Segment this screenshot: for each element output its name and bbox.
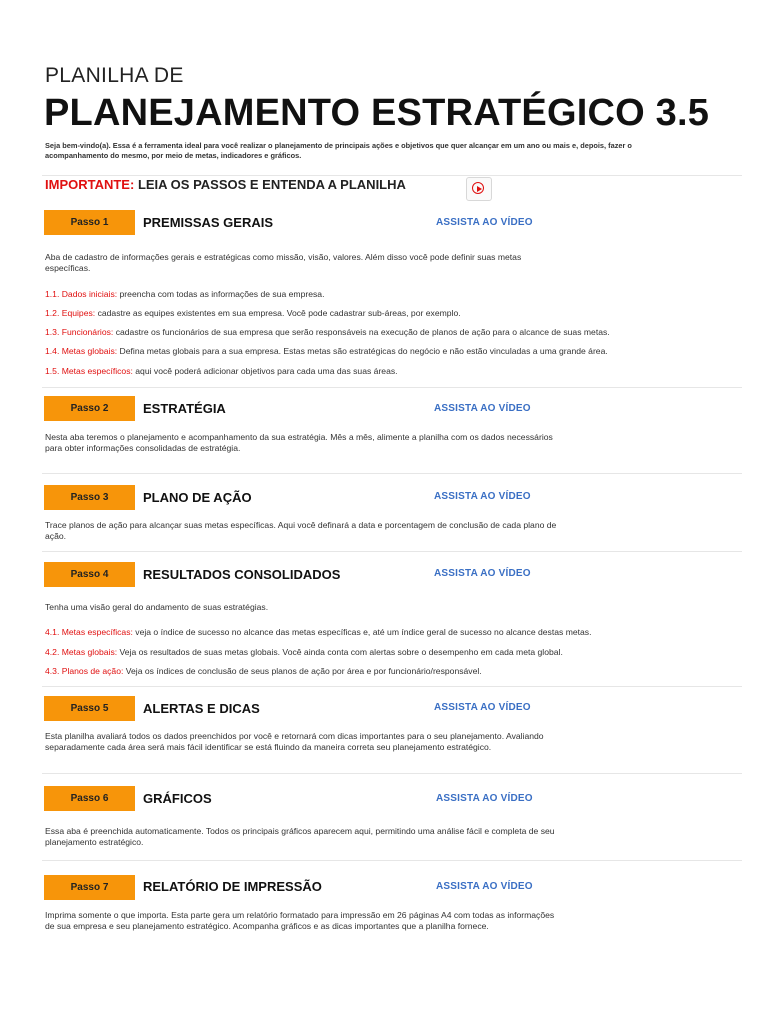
- step-7-video-link[interactable]: ASSISTA AO VÍDEO: [436, 881, 533, 892]
- step-4-item-1: 4.1. Metas específicas: veja o índice de sucesso no alcance das metas específicas e, até um índice geral de sucesso no alcance destas metas.: [45, 627, 592, 637]
- important-notice: [45, 177, 406, 192]
- play-icon: [472, 182, 484, 194]
- step-2-title: ESTRATÉGIA: [143, 401, 226, 416]
- step-7-badge: Passo 7: [44, 875, 135, 900]
- step-6-description: Essa aba é preenchida automaticamente. Todos os principais gráficos aparecem aqui, permitindo uma análise fácil e completa de seu planejamento estratégico.: [45, 826, 555, 847]
- important-text: LEIA OS PASSOS E ENTENDA A PLANILHA: [137, 177, 406, 192]
- step-4-video-link[interactable]: ASSISTA AO VÍDEO: [434, 568, 531, 579]
- step-4-item-3: 4.3. Planos de ação: Veja os índices de conclusão de seus planos de ação por área e por funcionário/responsável.: [45, 666, 482, 676]
- step-6-badge: Passo 6: [44, 786, 135, 811]
- page-title: PLANEJAMENTO ESTRATÉGICO 3.5: [44, 92, 710, 134]
- step-1-description: Aba de cadastro de informações gerais e estratégicas como missão, visão, valores. Além disso você pode definir suas metas específicas.: [45, 252, 522, 273]
- welcome-text: Seja bem-vindo(a). Essa é a ferramenta ideal para você realizar o planejamento de principais ações e objetivos que quer alcançar em um ano ou mais e, depois, fazer o acompanhamento do mesmo, por meio de metas, indicadores e gráficos.: [45, 141, 632, 160]
- divider: [42, 473, 742, 474]
- step-2-badge: Passo 2: [44, 396, 135, 421]
- step-4-badge: Passo 4: [44, 562, 135, 587]
- step-3-badge: Passo 3: [44, 485, 135, 510]
- step-1-video-link[interactable]: ASSISTA AO VÍDEO: [436, 217, 533, 228]
- play-button[interactable]: [466, 177, 492, 201]
- step-5-title: ALERTAS E DICAS: [143, 701, 260, 716]
- step-1-item-2: 1.2. Equipes: cadastre as equipes existentes em sua empresa. Você pode cadastrar sub-áreas, por exemplo.: [45, 308, 461, 318]
- step-3-description: Trace planos de ação para alcançar suas metas específicas. Aqui você definará a data e porcentagem de conclusão de cada plano de ação.: [45, 520, 557, 541]
- step-5-description: Esta planilha avaliará todos os dados preenchidos por você e retornará com dicas importantes para o seu planejamento. Avaliando separadamente cada área será mais fácil identificar se está fluindo da maneira correta seu planejamento estratégico.: [45, 731, 544, 752]
- pre-title: PLANILHA DE: [45, 64, 184, 87]
- divider: [42, 175, 742, 176]
- step-3-video-link[interactable]: ASSISTA AO VÍDEO: [434, 491, 531, 502]
- step-2-description: Nesta aba teremos o planejamento e acompanhamento da sua estratégia. Mês a mês, alimente a planilha com os dados necessários para obter informações consolidadas de estratégia.: [45, 432, 553, 453]
- divider: [42, 686, 742, 687]
- divider: [42, 551, 742, 552]
- step-4-description: Tenha uma visão geral do andamento de suas estratégias.: [45, 602, 269, 612]
- step-5-badge: Passo 5: [44, 696, 135, 721]
- step-1-item-4: 1.4. Metas globais: Defina metas globais para a sua empresa. Estas metas são estratégicas do negócio e não estão vinculadas a uma grande área.: [45, 346, 608, 356]
- step-4-title: RESULTADOS CONSOLIDADOS: [143, 567, 341, 582]
- step-1-item-5: 1.5. Metas específicos: aqui você poderá adicionar objetivos para cada uma das suas áreas.: [45, 366, 398, 376]
- step-1-item-1: 1.1. Dados iniciais: preencha com todas as informações de sua empresa.: [45, 289, 325, 299]
- important-label: IMPORTANTE:: [45, 177, 135, 192]
- step-1-title: PREMISSAS GERAIS: [143, 215, 274, 230]
- step-7-title: RELATÓRIO DE IMPRESSÃO: [143, 879, 322, 894]
- step-1-item-3: 1.3. Funcionários: cadastre os funcionários de sua empresa que serão responsáveis na execução de planos de ação para o alcance de suas metas.: [45, 327, 610, 337]
- step-6-title: GRÁFICOS: [143, 791, 212, 806]
- step-5-video-link[interactable]: ASSISTA AO VÍDEO: [434, 702, 531, 713]
- step-1-badge: Passo 1: [44, 210, 135, 235]
- step-7-description: Imprima somente o que importa. Esta parte gera um relatório formatado para impressão em 26 páginas A4 com todas as informações de sua empresa e seu planejamento estratégico. Acompanha gráficos e as dicas importantes que a planilha fornece.: [45, 910, 555, 931]
- step-4-item-2: 4.2. Metas globais: Veja os resultados de suas metas globais. Você ainda conta com alertas sobre o desempenho em cada meta global.: [45, 647, 563, 657]
- divider: [42, 860, 742, 861]
- step-3-title: PLANO DE AÇÃO: [143, 490, 252, 505]
- divider: [42, 387, 742, 388]
- step-2-video-link[interactable]: ASSISTA AO VÍDEO: [434, 403, 531, 414]
- divider: [42, 773, 742, 774]
- step-6-video-link[interactable]: ASSISTA AO VÍDEO: [436, 793, 533, 804]
